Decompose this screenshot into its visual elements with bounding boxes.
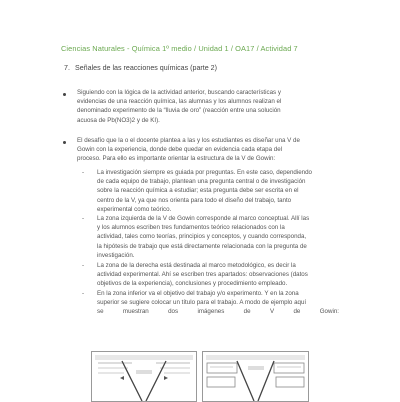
section-heading — [64, 64, 217, 72]
text-line: investigación. — [97, 251, 135, 259]
text-line: La zona izquierda de la V de Gowin corresponde al marco conceptual. Allí las — [97, 215, 310, 222]
text-line: denominado experimento de la “lluvia de oro” (reacción entre una solución — [77, 107, 281, 115]
dash-marker: - — [82, 215, 85, 222]
dash-marker: - — [82, 262, 85, 269]
text-line: Gowin con la experiencia, donde debe quedar en evidencia cada etapa del — [77, 146, 283, 154]
text-line: superior se sugiere colocar un título para el trabajo. A modo de ejemplo aquí — [97, 299, 307, 307]
text-line: centro de la V, ya que nos orienta para todo el diseño del trabajo, tanto — [97, 196, 292, 204]
dash-item-1 — [97, 168, 339, 214]
dash-item-4 — [97, 289, 339, 317]
bullet-dot — [63, 93, 66, 96]
bullet-paragraph-2 — [77, 136, 337, 164]
gowin-v-diagram-2 — [203, 352, 308, 401]
section-title: Señales de las reacciones químicas (parte 2) — [75, 64, 217, 72]
dash-item-2 — [97, 214, 339, 260]
text-line: La investigación siempre es guiada por preguntas. En este caso, dependiendo — [97, 169, 312, 176]
bullet-paragraph-1 — [77, 88, 335, 125]
text-line: se muestran dos imágenes de V de Gowin: — [97, 308, 339, 316]
text-line: acuosa de Pb(NO3)2 y de KI). — [77, 116, 160, 124]
text-line: actividad, tales como teorías, principios y conceptos, y cuando corresponda, — [97, 233, 307, 241]
dash-marker: - — [82, 169, 85, 176]
text-line: actividad experimental. Ahí se escriben tres apartados: observaciones (datos — [97, 271, 308, 279]
text-line: proceso. Para ello es importante orientar la estructura de la V de Gowin: — [77, 155, 276, 163]
text-line: En la zona inferior va el objetivo del trabajo y/o experimento. Y en la zona — [97, 290, 299, 297]
dash-item-3 — [97, 261, 339, 289]
text-line: experimental como teórico. — [97, 205, 172, 213]
page-header: Ciencias Naturales - Química 1º medio / Unidad 1 / OA17 / Actividad 7 — [61, 44, 298, 53]
text-line: y los alumnos escriben tres fundamentos teórico relacionados con la — [97, 224, 285, 232]
section-number: 7. — [64, 64, 70, 72]
dash-marker: - — [82, 290, 85, 297]
gowin-v-diagram-1 — [92, 352, 196, 401]
bullet-dot — [63, 141, 66, 144]
gowin-v-diagram-image-1 — [91, 351, 197, 402]
text-line: la hipótesis de trabajo que está directamente relacionada con la pregunta de — [97, 242, 307, 250]
text-line: El desafío que la o el docente plantea a las y los estudiantes es diseñar una V de — [77, 137, 300, 144]
gowin-v-diagram-image-2 — [202, 351, 309, 402]
text-line: sobre la reacción química a estudiar; esta pregunta debe ser escrita en el — [97, 187, 299, 195]
text-line: objetivos de la experiencia), conclusiones y procedimiento empleado. — [97, 280, 288, 288]
text-line: evidencias de una reacción química, las alumnas y los alumnos realizan el — [77, 98, 282, 106]
text-line: Siguiendo con la lógica de la actividad anterior, buscando características y — [77, 89, 281, 96]
text-line: La zona de la derecha está destinada al marco metodológico, es decir la — [97, 262, 296, 269]
text-line: de cada equipo de trabajo, plantean una pregunta central o de investigación — [97, 178, 306, 186]
